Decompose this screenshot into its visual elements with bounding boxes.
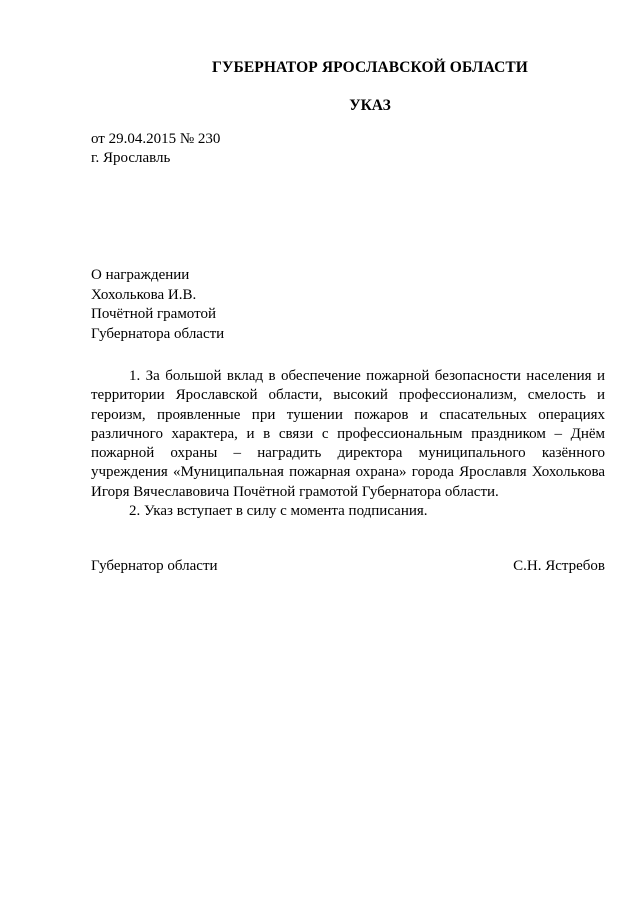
paragraph-2: 2. Указ вступает в силу с момента подписания.	[129, 503, 428, 520]
issuing-authority: ГУБЕРНАТОР ЯРОСЛАВСКОЙ ОБЛАСТИ	[212, 59, 528, 76]
subject-line: Почётной грамотой	[91, 306, 216, 322]
signatory-name: С.Н. Ястребов	[513, 558, 605, 574]
subject-line: О награждении	[91, 267, 190, 283]
city: г. Ярославль	[91, 150, 171, 166]
document-type: УКАЗ	[349, 97, 391, 114]
signature-block	[91, 558, 605, 575]
decree-body	[91, 367, 605, 521]
subject-line: Хохолькова И.В.	[91, 286, 197, 303]
subject-line: Губернатора области	[91, 325, 225, 342]
date-number: от 29.04.2015 № 230	[91, 131, 221, 147]
paragraph-1: 1. За большой вклад в обеспечение пожарной безопасности населения и территории Ярославской области, высокий профессионализм, смелость и героизм, проявленные при тушении пожаров и спасательных операциях различного характера, и в связи с профессиональным праздником – Днём пожарной охраны – наградить директора муниципального казённого учреждения «Муниципальная пожарная охрана» города Ярославля Хохолькова Игоря Вячеславовича Почётной грамотой Губернатора области.	[91, 368, 605, 500]
document-meta	[91, 130, 220, 168]
subject-block	[91, 266, 224, 344]
signatory-position: Губернатор области	[91, 558, 218, 574]
